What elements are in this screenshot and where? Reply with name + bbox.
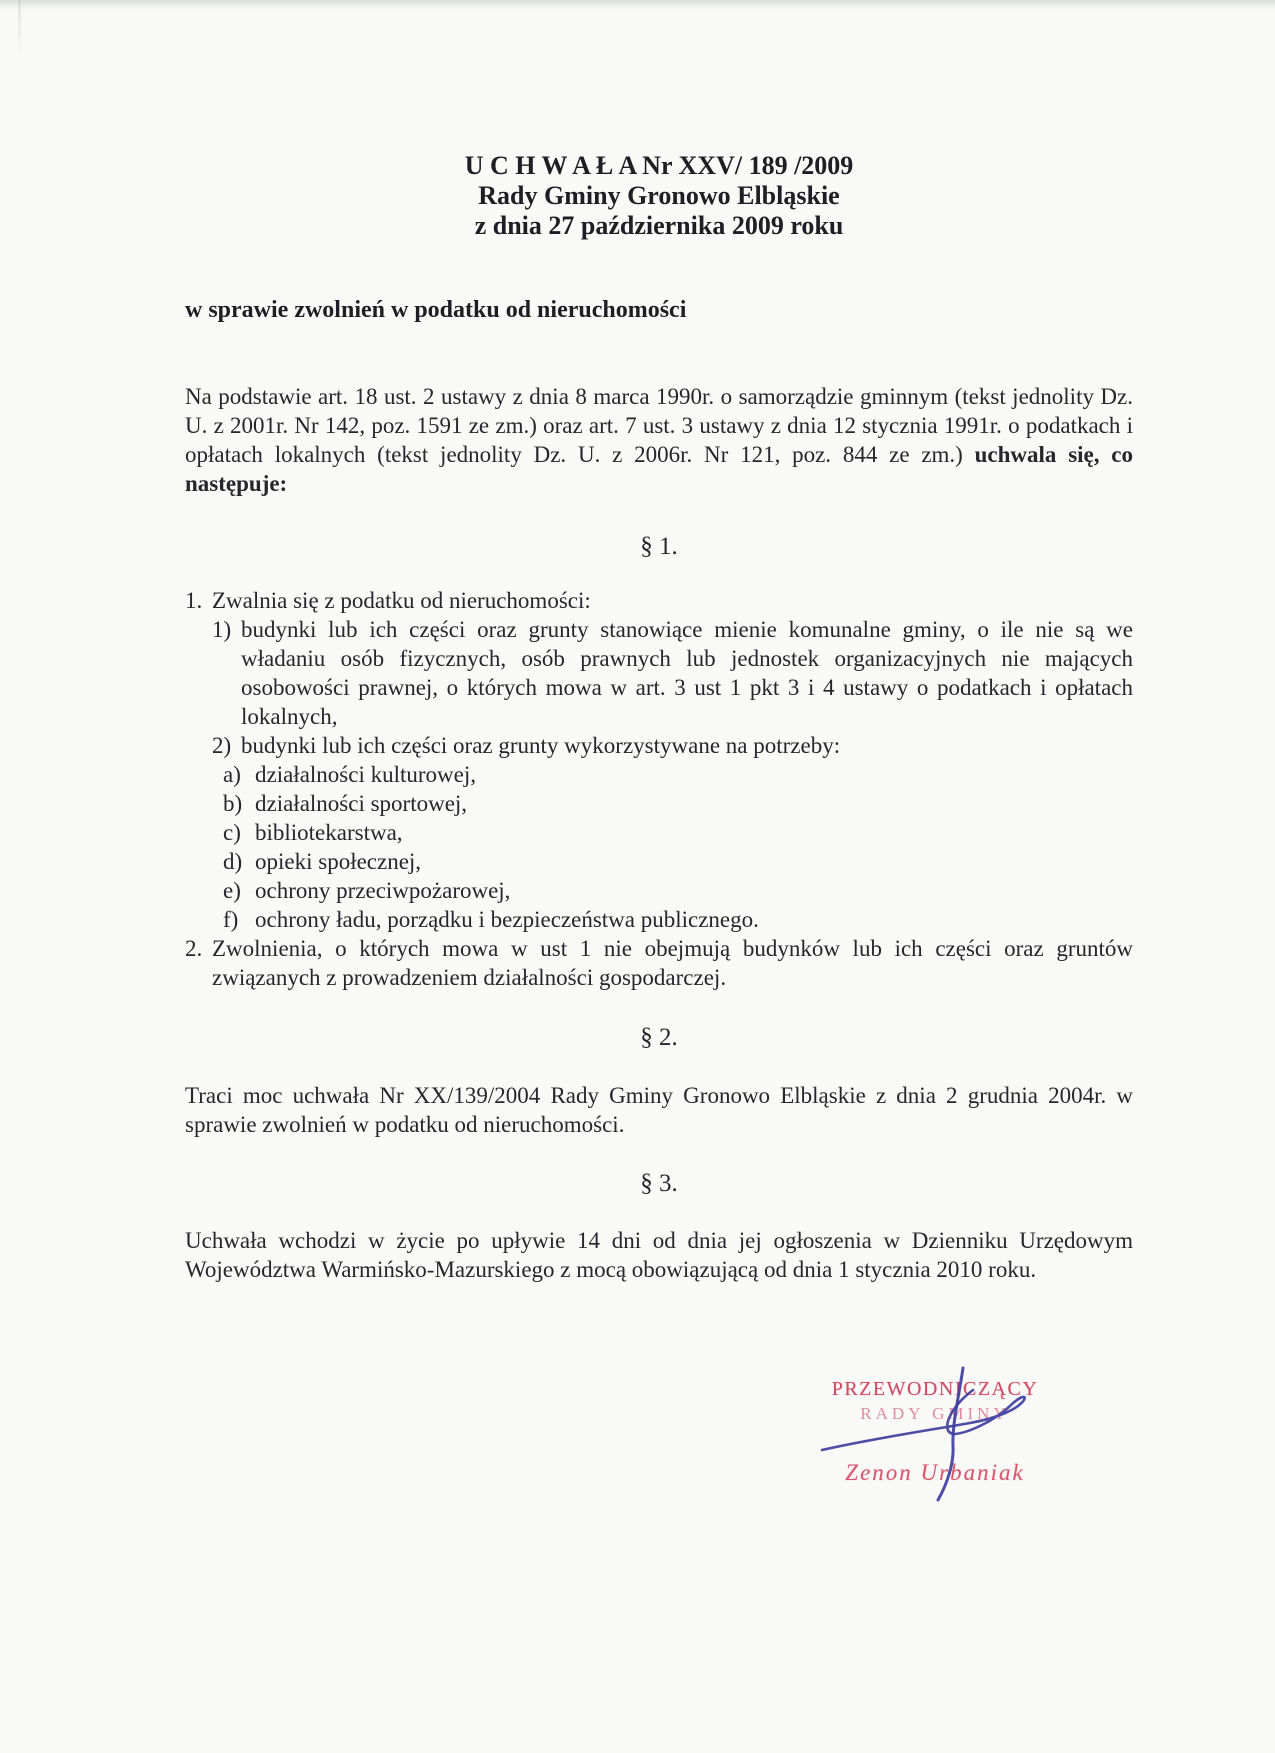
- stamp-subtitle: RADY GMINY: [860, 1404, 1010, 1423]
- letter-b-label: b): [223, 791, 243, 816]
- letter-d-label: d): [223, 849, 243, 874]
- letter-b-text: działalności sportowej,: [255, 791, 468, 816]
- list-item-2-text: Zwolnienia, o których mowa w ust 1 nie obejmują budynków lub ich części oraz gruntów związanych z prowadzeniem działalności gospodarczej.: [212, 936, 1133, 990]
- list-subitem-2: [212, 731, 1133, 760]
- list-subitem-1-label: 1): [212, 617, 232, 642]
- letter-a-text: działalności kulturowej,: [255, 762, 476, 787]
- stamp-title: PRZEWODNICZĄCY: [831, 1378, 1039, 1400]
- list-letter-item: [223, 760, 1133, 789]
- section-2-mark: § 2.: [640, 1024, 678, 1051]
- list-item-1-label: 1.: [185, 588, 203, 613]
- preamble-paragraph: [185, 382, 1133, 498]
- list-item-2-label: 2.: [185, 936, 203, 961]
- letter-e-label: e): [223, 878, 241, 903]
- list-subitem-1-text: budynki lub ich części oraz grunty stanowiące mienie komunalne gminy, o ile nie są we władaniu osób fizycznych, osób prawnych lub jednostek organizacyjnych nie mających osobowości prawnej, o których mowa w art. 3 ust 1 pkt 3 i 4 ustawy o podatkach i opłatach lokalnych,: [241, 617, 1133, 729]
- letter-d-text: opieki społecznej,: [255, 849, 422, 874]
- scan-edge-artifact-left: [18, 0, 21, 60]
- document-subject: w sprawie zwolnień w podatku od nieruchomości: [185, 297, 687, 323]
- letter-a-label: a): [223, 762, 241, 787]
- section-3-paragraph: Uchwała wchodzi w życie po upływie 14 dni od dnia jej ogłoszenia w Dzienniku Urzędowym Województwa Warmińsko-Mazurskiego z mocą obowiązującą od dnia 1 stycznia 2010 roku.: [185, 1228, 1133, 1282]
- list-letter-item: [223, 789, 1133, 818]
- title-resolution-number: U C H W A Ł A Nr XXV/ 189 /2009: [464, 151, 854, 180]
- list-item-1-text: Zwalnia się z podatku od nieruchomości:: [212, 588, 591, 613]
- preamble-enacting-phrase: uchwala się, co następuje:: [185, 442, 1133, 496]
- letter-f-label: f): [223, 907, 239, 932]
- list-letter-item: [223, 847, 1133, 876]
- title-issuing-body: Rady Gminy Gronowo Elbląskie: [478, 181, 840, 210]
- document-title-block: [185, 151, 1133, 241]
- letter-e-text: ochrony przeciwpożarowej,: [255, 878, 511, 903]
- section-1-mark: § 1.: [640, 533, 678, 560]
- scan-edge-artifact-top: [0, 0, 1275, 9]
- list-item-1: [185, 586, 1133, 615]
- section-1-body: [185, 586, 1133, 992]
- chairman-stamp: [815, 1378, 1055, 1486]
- stamp-signer-name: Zenon Urbaniak: [845, 1460, 1025, 1485]
- section-3-mark: § 3.: [640, 1170, 678, 1197]
- letter-c-text: bibliotekarstwa,: [255, 820, 403, 845]
- list-letter-item: [223, 905, 1133, 934]
- list-subitem-2-label: 2): [212, 733, 232, 758]
- section-2-paragraph: Traci moc uchwała Nr XX/139/2004 Rady Gminy Gronowo Elbląskie z dnia 2 grudnia 2004r. w sprawie zwolnień w podatku od nieruchomości.: [185, 1083, 1133, 1137]
- list-item-2: [185, 934, 1133, 992]
- letter-f-text: ochrony ładu, porządku i bezpieczeństwa publicznego.: [255, 907, 759, 932]
- preamble-legal-basis: Na podstawie art. 18 ust. 2 ustawy z dnia 8 marca 1990r. o samorządzie gminnym (tekst jednolity Dz. U. z 2001r. Nr 142, poz. 1591 ze zm.) oraz art. 7 ust. 3 ustawy z dnia 12 stycznia 1991r. o podatkach i opłatach lokalnych (tekst jednolity Dz. U. z 2006r. Nr 121, poz. 844 ze zm.): [185, 384, 1133, 467]
- list-subitem-2-text: budynki lub ich części oraz grunty wykorzystywane na potrzeby:: [241, 733, 841, 758]
- list-letter-item: [223, 876, 1133, 905]
- letter-c-label: c): [223, 820, 241, 845]
- list-subitem-1: [212, 615, 1133, 731]
- title-date: z dnia 27 października 2009 roku: [474, 211, 844, 240]
- list-letter-item: [223, 818, 1133, 847]
